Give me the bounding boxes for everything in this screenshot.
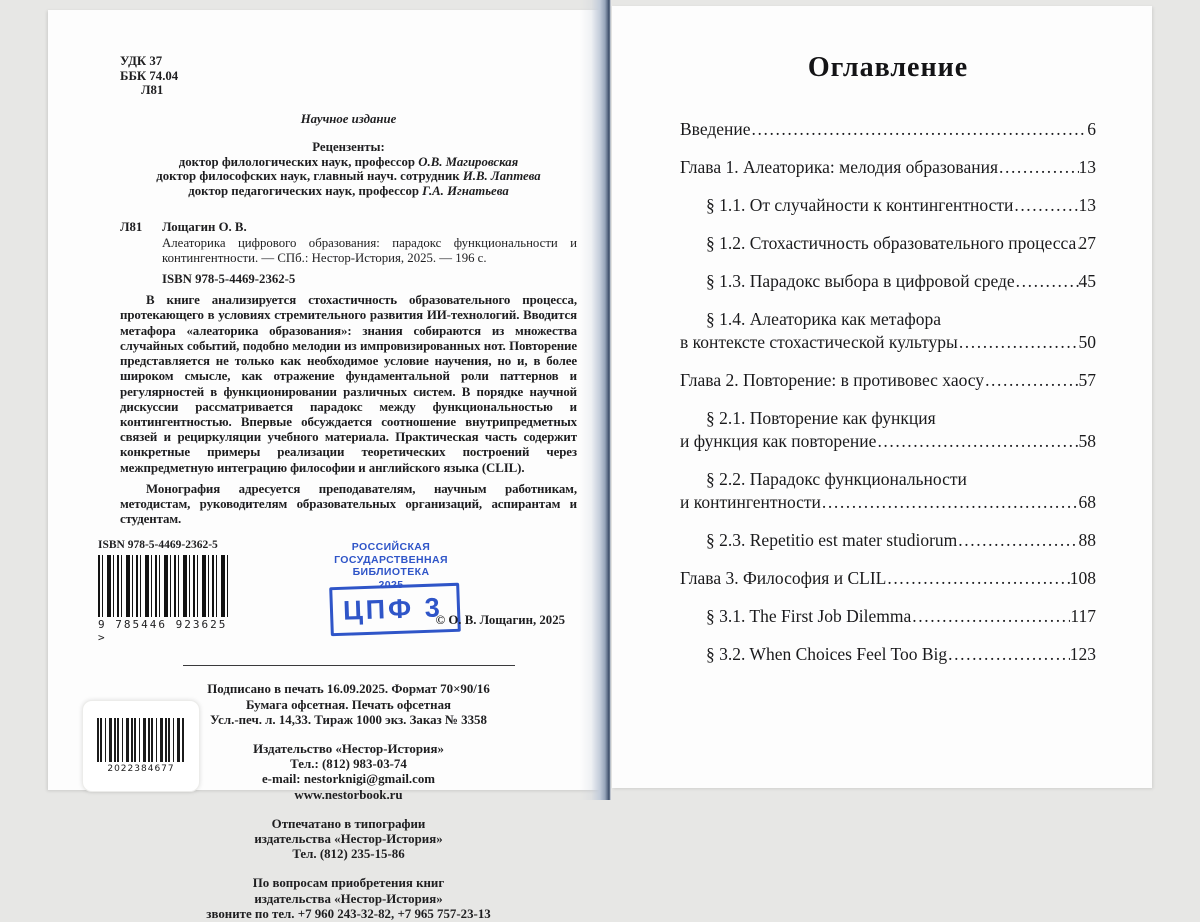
sticker-barcode-digits: 2022384677: [107, 764, 175, 774]
toc-page-number: 45: [1078, 271, 1096, 291]
toc-entry-text: § 2.2. Парадокс функциональности: [706, 469, 967, 489]
entry-isbn: ISBN 978-5-4469-2362-5: [162, 272, 296, 287]
entry-description: Алеаторика цифрового образования: парадокс функциональности и контингентности. — СПб.: Нестор-История, 2025. — 196 с.: [162, 236, 577, 266]
toc-dot-leader: [947, 643, 1070, 666]
toc-entry-row: [680, 194, 1096, 217]
imprint-line: Подписано в печать 16.09.2025. Формат 70×90/16: [207, 682, 490, 697]
edition-type-label: Научное издание: [300, 111, 397, 126]
toc-entry: [680, 643, 1096, 666]
reviewer-name: Г.А. Игнатьева: [422, 183, 509, 198]
toc-entry: [680, 407, 1096, 453]
imprint-line: издательства «Нестор-История»: [254, 831, 443, 846]
toc-entry-text: Глава 3. Философия и CLIL: [680, 568, 887, 588]
toc-dot-leader: [751, 118, 1088, 141]
reviewer-name: И.В. Лаптева: [462, 169, 541, 184]
reviewer-line: [120, 169, 577, 184]
toc-entry-row: [680, 232, 1096, 255]
imprint-line: Отпечатано в типографии: [271, 816, 426, 831]
toc-entry-row: [680, 529, 1096, 552]
annotation-paragraph: В книге анализируется стохастичность образовательного процесса, протекающего в условиях стремительного развития ИИ-технологий. Вводится метафора «алеаторика образования»: знания собираются из множества случайных событий, подобно мелодии из импровизированных нот. Повторение представляется не только как необходимое условие научения, но и, в более широком смысле, как отражение фундаментальной роли паттернов и регулярностей в функционировании различных систем. В порядке научной дискуссии рассматривается парадокс между функциональностью и контингентностью. Впервые обсуждается соотношение внутрипредметных связей и рециркуляции учебного материала. Практическая часть содержит конкретные примеры реализации теоретических построений через межпредметную интеграцию философии и английского языка (CLIL).: [120, 293, 577, 475]
toc-entry: [680, 468, 1096, 514]
copyright-line: © О. В. Лощагин, 2025: [435, 613, 565, 628]
toc-page-number: 50: [1078, 332, 1096, 352]
library-sticker: [82, 700, 200, 792]
toc-page-number: 123: [1069, 644, 1096, 664]
imprint-line: Тел. (812) 235-15-86: [292, 847, 405, 862]
toc-entry: [680, 156, 1096, 179]
toc-entry-text: Введение: [680, 119, 751, 139]
toc-dot-leader: [984, 369, 1078, 392]
toc-page-number: 57: [1078, 370, 1096, 390]
imprint-block: [120, 817, 577, 863]
toc-entry: [680, 567, 1096, 590]
toc-entry-row: [680, 270, 1096, 293]
udc-code: УДК 37: [120, 54, 163, 68]
toc-entry: [680, 308, 1096, 354]
imprint-line: Усл.-печ. л. 14,33. Тираж 1000 экз. Заказ № 3358: [210, 712, 487, 727]
toc-list: [680, 118, 1096, 666]
library-stamp-line: 2025: [378, 578, 404, 591]
toc-dot-leader: [911, 605, 1070, 628]
toc-entry-text: § 1.2. Стохастичность образовательного процесса: [706, 233, 1077, 253]
sticker-barcode: [97, 718, 185, 762]
box-stamp: ЦПФ 3: [329, 583, 460, 636]
toc-entry: [680, 270, 1096, 293]
imprint-line: Бумага офсетная. Печать офсетная: [245, 697, 452, 712]
page-left-imprint: [48, 10, 608, 921]
toc-title: Оглавление: [807, 52, 969, 83]
toc-entry-text: § 3.1. The First Job Dilemma: [706, 606, 912, 626]
toc-entry-text: § 1.1. От случайности к контингентности: [706, 195, 1014, 215]
library-stamp-line: РОССИЙСКАЯ: [351, 541, 431, 554]
toc-entry-text: в контексте стохастической культуры: [680, 332, 958, 352]
toc-page-number: 108: [1069, 568, 1096, 588]
toc-dot-leader: [998, 156, 1079, 179]
isbn-barcode: [98, 555, 230, 617]
toc-entry-text: и контингентности: [680, 492, 821, 512]
toc-dot-leader: [1015, 270, 1079, 293]
toc-entry: [680, 529, 1096, 552]
toc-entry-text: Глава 2. Повторение: в противовес хаосу: [680, 370, 985, 390]
entry-code: Л81: [120, 220, 143, 235]
toc-page-number: 58: [1078, 431, 1096, 451]
imprint-divider: [183, 665, 515, 666]
reviewer-role: доктор филологических наук, профессор: [178, 154, 419, 169]
imprint-line: www.nestorbook.ru: [294, 787, 403, 802]
toc-dot-leader: [821, 491, 1079, 514]
toc-dot-leader: [886, 567, 1069, 590]
entry-body: [162, 220, 577, 287]
toc-entry-text: § 3.2. When Choices Feel Too Big: [706, 644, 948, 664]
catalog-entry: [120, 220, 577, 287]
isbn-footer: ISBN 978-5-4469-2362-5: [98, 539, 218, 552]
toc-entry-text: и функция как повторение: [680, 431, 877, 451]
reviewers-heading: Рецензенты:: [312, 139, 385, 154]
bbk-code: ББК 74.04: [120, 68, 179, 83]
imprint-block: [120, 876, 577, 922]
toc-entry-row: [680, 118, 1096, 141]
author-sign-code: Л81: [141, 83, 164, 97]
toc-page-number: 13: [1078, 195, 1096, 215]
toc-entry-text: § 1.3. Парадокс выбора в цифровой среде: [706, 271, 1015, 291]
imprint-line: Тел.: (812) 983-03-74: [290, 757, 407, 772]
toc-page-number: 13: [1078, 157, 1096, 177]
toc-entry-text: § 1.4. Алеаторика как метафора: [706, 309, 942, 329]
toc-entry-text: Глава 1. Алеаторика: мелодия образования: [680, 157, 998, 177]
imprint-line: Издательство «Нестор-История»: [253, 741, 444, 756]
toc-entry: [680, 118, 1096, 141]
library-stamp-line: БИБЛИОТЕКА: [352, 566, 430, 579]
toc-page-number: 88: [1078, 530, 1096, 550]
isbn-block: [98, 539, 238, 644]
toc-page-number: 6: [1087, 119, 1096, 139]
toc-entry-row: [680, 430, 1096, 453]
toc-page-number: 27: [1078, 233, 1096, 253]
reviewers-list: [120, 155, 577, 199]
reviewer-line: [120, 155, 577, 170]
classification-block: [120, 54, 577, 98]
isbn-barcode-digits: 9 785446 923625 >: [98, 618, 228, 645]
toc-dot-leader: [958, 331, 1079, 354]
toc-dot-leader: [1013, 194, 1078, 217]
isbn-stamp-row: [98, 539, 577, 657]
page-right-toc: [612, 6, 1152, 788]
reviewer-line: [120, 184, 577, 199]
toc-entry: [680, 369, 1096, 392]
toc-entry-row: [680, 491, 1096, 514]
toc-entry: [680, 605, 1096, 628]
toc-entry-row: [680, 156, 1096, 179]
toc-entry-text: § 2.3. Repetitio est mater studiorum: [706, 530, 958, 550]
toc-page-number: 68: [1078, 492, 1096, 512]
toc-entry-text: § 2.1. Повторение как функция: [706, 408, 936, 428]
book-spine: [580, 0, 612, 800]
library-stamp-line: ГОСУДАРСТВЕННАЯ: [334, 553, 448, 566]
toc-dot-leader: [876, 430, 1078, 453]
toc-entry-row: [680, 567, 1096, 590]
entry-author: Лощагин О. В.: [162, 220, 247, 235]
toc-entry: [680, 232, 1096, 255]
toc-entry-row: [680, 369, 1096, 392]
imprint-line: издательства «Нестор-История»: [254, 891, 443, 906]
imprint-line: звоните по тел. +7 960 243-32-82, +7 965 757-23-13: [206, 906, 491, 921]
audience-paragraph: Монография адресуется преподавателям, научным работникам, методистам, руководителям образовательных организаций, аспирантам и студентам.: [120, 481, 577, 527]
toc-entry-row: [680, 605, 1096, 628]
reviewer-role: доктор педагогических наук, профессор: [188, 183, 423, 198]
toc-entry-row: [680, 643, 1096, 666]
reviewer-name: О.В. Магировская: [418, 154, 519, 169]
imprint-line: По вопросам приобретения книг: [252, 876, 445, 891]
toc-entry-row: [680, 331, 1096, 354]
reviewer-role: доктор философских наук, главный науч. сотрудник: [156, 169, 463, 184]
toc-entry: [680, 194, 1096, 217]
imprint-line: e-mail: nestorknigi@gmail.com: [261, 772, 436, 787]
toc-dot-leader: [957, 529, 1078, 552]
toc-page-number: 117: [1070, 606, 1096, 626]
